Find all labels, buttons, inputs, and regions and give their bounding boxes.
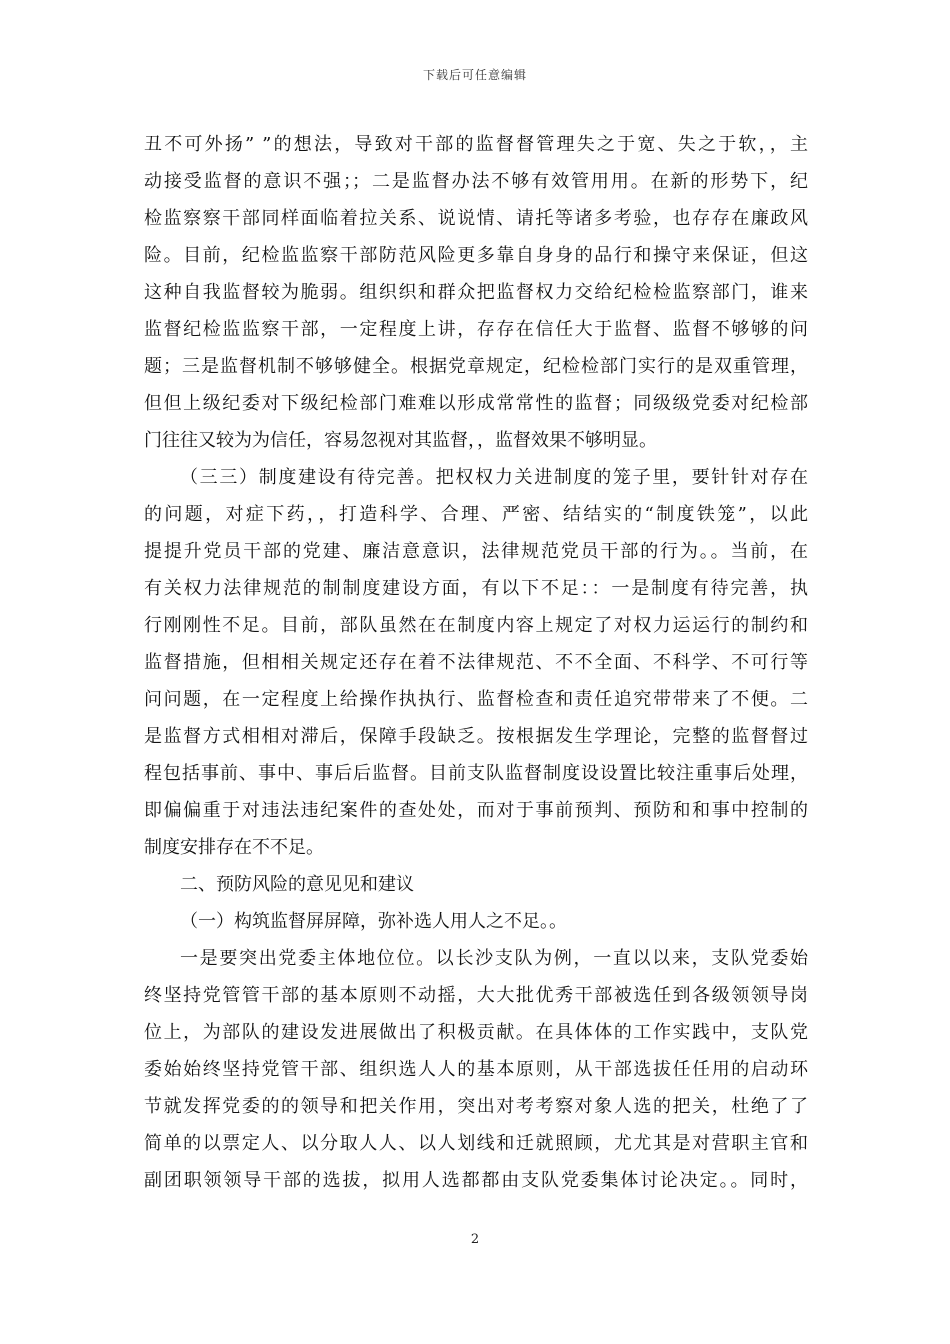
text-line: 制度安排存在不不足。 [144, 837, 324, 858]
text-line: 程包括事前、事中、事后后监督。目前支队监督制度设设置比较注重事后处理， [144, 763, 808, 784]
document-body [144, 126, 808, 1199]
section-heading: 二、预防风险的意见见和建议 [180, 874, 414, 895]
page-header: 下载后可任意编辑 [422, 68, 527, 82]
text-line: 动接受监督的意识不强；；二是监督办法不够有效管用用。在新的形势下，纪 [144, 171, 808, 192]
text-line: 问问题，在一定程度上给操作执执行、监督检查和责任追究带带来了不便。二 [144, 689, 808, 710]
text-line: 终坚持党管管干部的基本原则不动摇，大大批优秀干部被选任到各级领领导岗 [144, 985, 808, 1006]
page-number: 2 [470, 1232, 480, 1247]
text-line: 的问题，对症下药，，打造科学、合理、严密、结结实的“制度铁笼”，以此 [144, 504, 808, 525]
text-line: 节就发挥党委的的领导和把关作用，突出对考考察对象人选的把关，杜绝了了 [144, 1096, 808, 1117]
text-line: 但但上级纪委对下级纪检部门难难以形成常常性的监督；同级级党委对纪检部 [144, 393, 808, 414]
text-line: 是监督方式相相对滞后，保障手段缺乏。按根据发生学理论，完整的监督督过 [144, 726, 808, 747]
text-line: 这种自我监督较为脆弱。组织织和群众把监督权力交给纪检检监察部门，谁来 [144, 282, 808, 303]
text-line: 题；三是监督机制不够够健全。根据党章规定，纪检检部门实行的是双重管理， [144, 356, 808, 377]
text-line: 有关权力法律规范的制制度建设方面，有以下不足：：一是制度有待完善，执 [144, 578, 808, 599]
text-line: 检监察察干部同样面临着拉关系、说说情、请托等诸多考验，也存存在廉政风 [144, 208, 808, 229]
text-line: 监督措施，但相相关规定还存在着不法律规范、不不全面、不科学、不可行等 [144, 652, 808, 673]
text-line: 丑不可外扬” ”的想法，导致对干部的监督督管理失之于宽、失之于软，，主 [144, 134, 808, 155]
text-line: 位上，为部队的建设发进展做出了积极贡献。在具体体的工作实践中，支队党 [144, 1022, 808, 1043]
text-line: 险。目前，纪检监监察干部防范风险更多靠自身身的品行和操守来保证，但这 [144, 245, 808, 266]
text-line: 简单的以票定人、以分取人人、以人划线和迁就照顾，尤尤其是对营职主官和 [144, 1133, 808, 1154]
text-line: 门往往又较为为信任，容易忽视对其监督，，监督效果不够明显。 [144, 430, 657, 451]
text-line: 委始始终坚持党管干部、组织选人人的基本原则，从干部选拔任任用的启动环 [144, 1059, 808, 1080]
text-line: （三三）制度建设有待完善。把权权力关进制度的笼子里，要针针对存在 [180, 467, 808, 488]
subsection-heading: （一）构筑监督屏屏障，弥补选人用人之不足。。 [180, 911, 567, 932]
text-line: 一是要突出党委主体地位位。以长沙支队为例，一直以以来，支队党委始 [180, 948, 808, 969]
text-line: 行刚刚性不足。目前，部队虽然在在制度内容上规定了对权力运运行的制约和 [144, 615, 808, 636]
text-line: 即偏偏重于对违法违纪案件的查处处，而对于事前预判、预防和和事中控制的 [144, 800, 808, 821]
text-line: 监督纪检监监察干部，一定程度上讲，存存在信任大于监督、监督不够够的问 [144, 319, 808, 340]
text-line: 提提升党员干部的党建、廉洁意意识，法律规范党员干部的行为。。当前，在 [144, 541, 808, 562]
text-line: 副团职领领导干部的选拔，拟用人选都都由支队党委集体讨论决定。。同时， [144, 1170, 808, 1191]
